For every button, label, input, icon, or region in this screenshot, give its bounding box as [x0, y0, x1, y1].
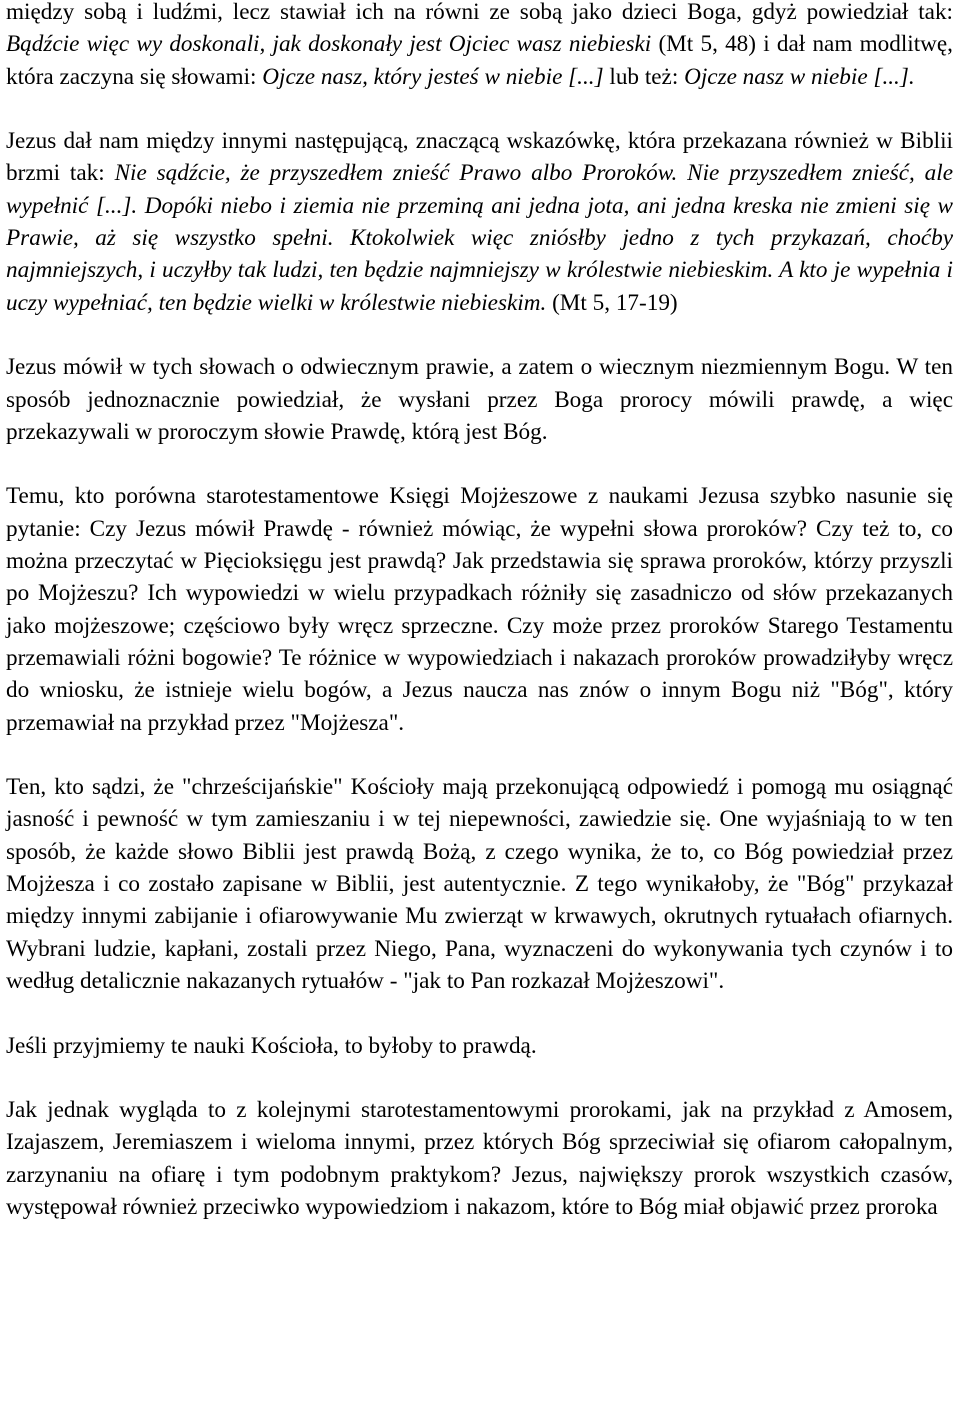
text-run: lub też: — [603, 63, 685, 90]
text-run: (Mt 5, 48) i dał nam modlitwę, która zaczyna się słowami: — [6, 31, 953, 90]
text-run: Jezus dał nam między innymi następującą, znaczącą wskazówkę, która przekazana również w Biblii brzmi tak: — [6, 128, 953, 187]
text-run: Jezus mówił w tych słowach o odwiecznym prawie, a zatem o wiecznym niezmiennym Bogu. W ten sposób jednoznacznie powiedział, że wysłani przez Boga prorocy mówili prawdę, a więc przekazywali w proroczym słowie Prawdę, którą jest Bóg. — [6, 354, 953, 445]
quote-run: Nie sądźcie, że przyszedłem znieść Prawo albo Proroków. Nie przyszedłem znieść, ale wypełnić [...]. Dopóki niebo i ziemia nie przeminą ani jedna jota, ani jedna kreska nie zmieni się w Prawie, aż się wszystko spełni. Ktokolwiek więc zniósłby jedno z tych przykazań, choćby najmniejszych, i uczyłby tak ludzi, ten będzie najmniejszy w królestwie niebieskim. A kto je wypełnia i uczy wypełniać, ten będzie wielki w królestwie niebieskim. — [6, 160, 953, 316]
paragraph-7 — [6, 1094, 953, 1223]
quote-run: Ojcze nasz w niebie [...]. — [684, 63, 915, 90]
text-run: Jeśli przyjmiemy te nauki Kościoła, to byłoby to prawdą. — [6, 1032, 537, 1059]
paragraph-4 — [6, 480, 953, 738]
paragraph-5 — [6, 771, 953, 997]
paragraph-1 — [6, 0, 953, 93]
paragraph-2 — [6, 125, 953, 319]
paragraph-3 — [6, 351, 953, 448]
text-run: Temu, kto porówna starotestamentowe Księgi Mojżeszowe z naukami Jezusa szybko nasunie się pytanie: Czy Jezus mówił Prawdę - również mówiąc, że wypełni słowa proroków? Czy też to, co można przeczytać w Pięcioksięgu jest prawdą? Jak przedstawia się sprawa proroków, którzy przyszli po Mojżeszu? Ich wypowiedzi w wielu przypadkach różniły się zasadniczo od słów przekazanych jako mojżeszowe; częściowo były wręcz sprzeczne. Czy może przez proroków Starego Testamentu przemawiali różni bogowie? Te różnice w wypowiedziach i nakazach proroków prowadziłyby wręcz do wniosku, że istnieje wielu bogów, a Jezus naucza nas znów o innym Bogu niż "Bóg", który przemawiał na przykład przez "Mojżesza". — [6, 483, 953, 736]
text-run: Jak jednak wygląda to z kolejnymi starotestamentowymi prorokami, jak na przykład z Amosem, Izajaszem, Jeremiaszem i wieloma innymi, przez których Bóg sprzeciwiał się ofiarom całopalnym, zarzynaniu na ofiarę i tym podobnym praktykom? Jezus, największy prorok wszystkich czasów, występował również przeciwko wypowiedziom i nakazom, które to Bóg miał objawić przez proroka — [6, 1097, 953, 1220]
text-run: Ten, kto sądzi, że "chrześcijańskie" Kościoły mają przekonującą odpowiedź i pomogą mu osiągnąć jasność i pewność w tym zamieszaniu i w tej niepewności, zawiedzie się. One wyjaśniają to w ten sposób, że każde słowo Biblii jest prawdą Bożą, z czego wynika, że to, co Bóg powiedział przez Mojżesza i co zostało zapisane w Biblii, jest autentycznie. Z tego wynikałoby, że "Bóg" przykazał między innymi zabijanie i ofiarowywanie Mu zwierząt w krwawych, okrutnych rytuałach ofiarnych. Wybrani ludzie, kapłani, zostali przez Niego, Pana, wyznaczeni do wykonywania tych czynów i to według detalicznie nakazanych rytuałów - "jak to Pan rozkazał Mojżeszowi". — [6, 774, 953, 994]
text-run: między sobą i ludźmi, lecz stawiał ich na równi ze sobą jako dzieci Boga, gdyż powiedział tak: — [6, 0, 953, 25]
quote-run: Bądźcie więc wy doskonali, jak doskonały jest Ojciec wasz niebieski — [6, 31, 652, 58]
document-page — [6, 0, 953, 1223]
quote-run: Ojcze nasz, który jesteś w niebie [...] — [262, 63, 604, 90]
paragraph-6 — [6, 1030, 953, 1062]
citation-run: (Mt 5, 17-19) — [546, 289, 678, 316]
